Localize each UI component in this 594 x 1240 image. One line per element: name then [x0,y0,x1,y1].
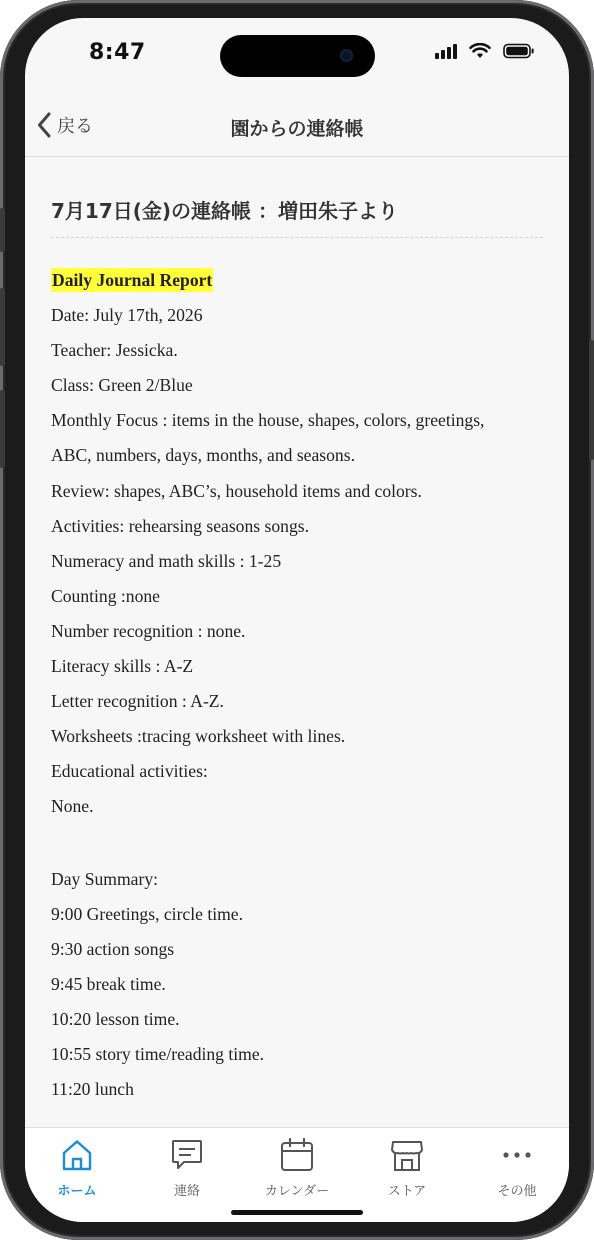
tab-messages[interactable] [137,1136,237,1199]
volume-up-button [0,288,5,366]
tab-more[interactable] [467,1136,567,1199]
entry-line: None. [51,796,94,817]
volume-down-button [0,390,5,468]
report-title: Daily Journal Report [52,270,213,290]
entry-line: Number recognition : none. [51,620,246,641]
report-title-line [51,263,551,298]
tab-label: ストア [387,1184,427,1199]
tab-label: その他 [497,1184,537,1199]
store-icon [389,1137,425,1173]
tab-label: ホーム [57,1184,97,1199]
power-button [589,340,594,460]
camera-icon [340,49,353,62]
entry-line: Date: July 17th, 2026 [51,305,203,326]
page-title: 園からの連絡帳 [230,118,364,140]
summary-line: 11:20 lunch [51,1079,134,1100]
divider [51,237,543,238]
entry-line: ABC, numbers, days, months, and seasons. [51,445,355,466]
home-indicator[interactable] [231,1210,363,1215]
dynamic-island [220,35,375,77]
more-icon [499,1137,535,1173]
blank-line [51,825,551,862]
entry-line: Class: Green 2/Blue [51,375,193,396]
summary-line: 10:20 lesson time. [51,1008,180,1029]
status-bar [25,18,569,90]
entry-line: Literacy skills : A-Z [51,656,194,677]
entry-line: Counting :none [51,585,160,606]
entry-line: Worksheets :tracing worksheet with lines. [51,726,346,747]
summary-line: 9:45 break time. [51,973,166,994]
home-icon [59,1137,95,1173]
cellular-signal-icon [435,43,457,59]
summary-line: Day Summary: [51,868,159,889]
screen [25,18,569,1222]
message-icon [170,1137,204,1173]
status-time: 8:47 [89,40,146,65]
entry-line: Review: shapes, ABC’s, household items and colors. [51,480,422,501]
journal-content[interactable] [25,157,569,1127]
back-label: 戻る [57,116,93,137]
entry-line: Teacher: Jessicka. [51,340,178,361]
summary-line: 10:55 story time/reading time. [51,1043,265,1064]
entry-body [51,263,551,1107]
entry-heading: 7月17日(金)の連絡帳 ：増田朱子より [51,199,398,223]
action-button [0,208,5,252]
battery-icon [503,43,535,59]
entry-line: Numeracy and math skills : 1-25 [51,550,282,571]
entry-line: Educational activities: [51,761,208,782]
wifi-icon [469,43,491,59]
tab-store[interactable] [357,1136,457,1199]
summary-line: 9:30 action songs [51,938,175,959]
entry-line: Letter recognition : A-Z. [51,691,224,712]
navigation-bar [25,90,569,157]
calendar-icon [279,1137,315,1173]
tab-label: カレンダー [264,1184,330,1199]
entry-line: Activities: rehearsing seasons songs. [51,515,309,536]
tab-label: 連絡 [173,1184,200,1199]
tab-calendar[interactable] [247,1136,347,1199]
summary-line: 9:00 Greetings, circle time. [51,903,244,924]
entry-line: Monthly Focus : items in the house, shapes, colors, greetings, [51,410,485,431]
status-icons [435,43,535,59]
tab-bar [25,1127,569,1222]
tab-home[interactable] [27,1136,127,1199]
